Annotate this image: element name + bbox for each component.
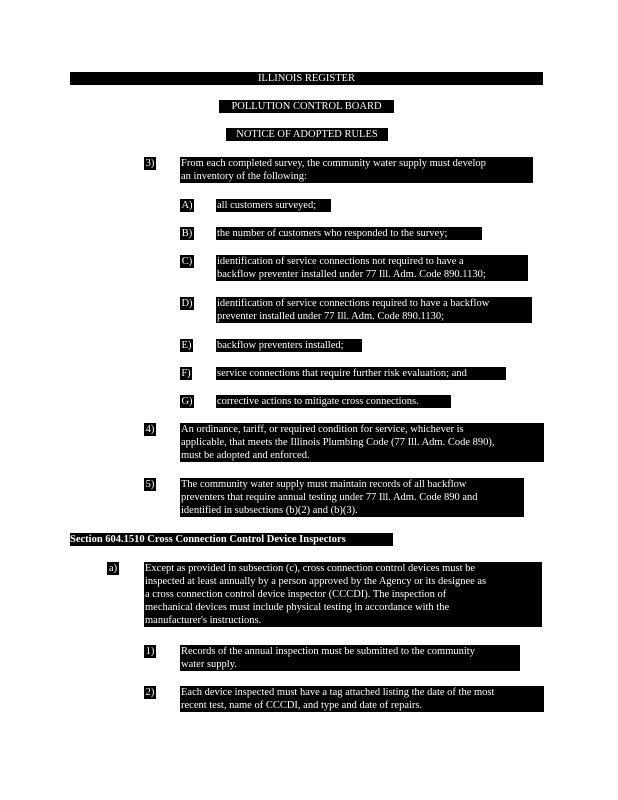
text-line: inspected at least annually by a person approved by the Agency or its designee as	[145, 576, 487, 587]
item-b-text	[216, 227, 482, 240]
text-line: identified in subsections (b)(2) and (b)(3).	[181, 505, 358, 516]
item-f-text	[216, 367, 506, 380]
item-3-label: 3)	[145, 158, 155, 169]
text-line: backflow preventers installed;	[217, 340, 344, 351]
item-d-text	[216, 297, 532, 323]
text-line: all customers surveyed;	[217, 200, 317, 211]
item-a-label: A)	[181, 200, 193, 211]
item-g-label: G)	[181, 396, 193, 407]
subsection-a2-label: 2)	[145, 687, 155, 698]
item-f-label: F)	[181, 368, 191, 379]
text-line: identification of service connections not required to have a	[217, 256, 464, 267]
item-c-label: C)	[181, 256, 193, 267]
subsection-a2-text	[180, 686, 544, 712]
notice-title: NOTICE OF ADOPTED RULES	[226, 128, 388, 141]
item-4-text	[180, 423, 544, 462]
item-3-text	[180, 157, 533, 183]
text-line: water supply.	[181, 659, 237, 670]
text-line: The community water supply must maintain records of all backflow	[181, 479, 467, 490]
item-e-text	[216, 339, 362, 352]
text-line: corrective actions to mitigate cross connections.	[217, 396, 419, 407]
text-line: must be adopted and enforced.	[181, 450, 310, 461]
text-line: Each device inspected must have a tag attached listing the date of the most	[181, 687, 495, 698]
item-c-text	[216, 255, 528, 281]
text-line: a cross connection control device inspector (CCCDI). The inspection of	[145, 589, 447, 600]
item-a-text	[216, 199, 331, 212]
text-line: Except as provided in subsection (c), cross connection control devices must be	[145, 563, 476, 574]
item-b-label: B)	[181, 228, 193, 239]
item-5-text	[180, 478, 524, 517]
text-line: mechanical devices must include physical testing in accordance with the	[145, 602, 450, 613]
item-d-label: D)	[181, 298, 193, 309]
text-line: the number of customers who responded to the survey;	[217, 228, 448, 239]
text-line: applicable, that meets the Illinois Plumbing Code (77 Ill. Adm. Code 890),	[181, 437, 495, 448]
item-g-text	[216, 395, 451, 408]
text-line: backflow preventer installed under 77 Ill. Adm. Code 890.1130;	[217, 269, 486, 280]
subsection-a1-text	[180, 645, 520, 671]
text-line: identification of service connections required to have a backflow	[217, 298, 490, 309]
text-line: manufacturer's instructions.	[145, 615, 262, 626]
text-line: preventer installed under 77 Ill. Adm. Code 890.1130;	[217, 311, 445, 322]
text-line: preventers that require annual testing under 77 Ill. Adm. Code 890 and	[181, 492, 478, 503]
text-line: Records of the annual inspection must be submitted to the community	[181, 646, 475, 657]
item-e-label: E)	[181, 340, 192, 351]
register-title: ILLINOIS REGISTER	[70, 72, 543, 85]
text-line: service connections that require further risk evaluation; and	[217, 368, 467, 379]
item-4-label: 4)	[145, 424, 155, 435]
text-line: An ordinance, tariff, or required condition for service, whichever is	[181, 424, 464, 435]
text-line: From each completed survey, the community water supply must develop	[181, 158, 486, 169]
text-line: an inventory of the following:	[181, 171, 307, 182]
section-heading: Section 604.1510 Cross Connection Control Device Inspectors	[70, 533, 393, 546]
board-title: POLLUTION CONTROL BOARD	[219, 100, 394, 113]
item-5-label: 5)	[145, 479, 155, 490]
subsection-a1-label: 1)	[145, 646, 155, 657]
text-line: recent test, name of CCCDI, and type and date of repairs.	[181, 700, 423, 711]
subsection-a-text	[144, 562, 542, 627]
subsection-a-label: a)	[108, 563, 118, 574]
